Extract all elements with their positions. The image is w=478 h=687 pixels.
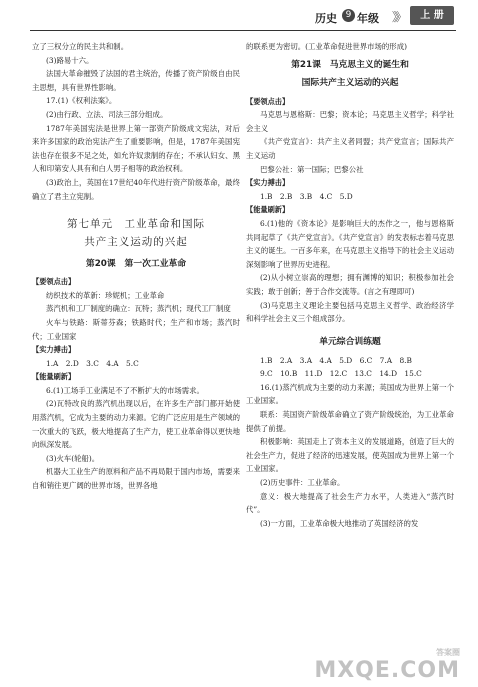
point-item: 纺织技术的革新：珍妮机；工业革命 — [46, 290, 165, 300]
unit-subtitle: 共产主义运动的兴起 — [84, 236, 188, 249]
paragraph: (2)瓦特改良的蒸汽机出现以后，在许多生产部门都开始使用蒸汽机，它成为主要的动力来源。它的广泛应用是生产领域的一次重大的飞跃，极大地提高了生产力，使工业革命得以更快地向纵深发展。 — [32, 399, 240, 450]
review-title: 单元综合训练题 — [319, 336, 381, 347]
paragraph: (3)马克思主义理论主要包括马克思主义哲学、政治经济学和科学社会主义三个组成部分。 — [246, 300, 454, 324]
paragraph: (2)由行政、立法、司法三部分组成。 — [46, 109, 168, 119]
paragraph: 1787年美国宪法是世界上第一部资产阶级成文宪法，对后来许多国家的政治宪法产生了重要影响，但是，1787年美国宪法也存在很多不足之处，如允许奴隶制的存在；不承认妇女、黑人和印第安人具有和白人男子相等的政治权利。 — [32, 123, 240, 174]
lesson-title: 第20课 第一次工业革命 — [85, 259, 187, 270]
section-heading: 【要领点击】 — [246, 96, 290, 106]
paragraph: 法国大革命摧毁了法国的君主统治，传播了资产阶级自由民主思想，具有世界性影响。 — [32, 69, 240, 92]
paragraph: 17.(1)《权利法案》。 — [46, 96, 117, 106]
watermark-main: MXQE.COM — [314, 658, 460, 683]
paragraph: 16.(1)蒸汽机成为主要的动力来源；英国成为世界上第一个工业国家。 — [246, 382, 454, 406]
watermark-sub: 答案圈 — [436, 648, 460, 657]
paragraph: 6.(1)他的《资本论》是影响巨大的杰作之一，他与恩格斯共同起草了《共产党宣言》。《共产党宣言》的发表标志着马克思主义的诞生。一百多年来，在马克思主义指导下的社会主义运动深刻影响了世界历史进程。 — [246, 218, 454, 269]
paragraph: (2)历史事件：工业革命。 — [260, 478, 345, 488]
point-item: 马克思与恩格斯：巴黎；资本论；马克思主义哲学；科学社会主义 — [246, 110, 454, 133]
section-heading: 【能量刷新】 — [246, 205, 290, 215]
paragraph: 联系：英国资产阶级革命确立了资产阶级统治，为工业革命提供了前提。 — [246, 410, 454, 433]
answer-line: 1.A 2.D 3.C 4.A 5.C — [46, 358, 139, 368]
header-rule — [30, 30, 456, 31]
paragraph: 的联系更为密切。(工业革命促进世界市场的形成) — [246, 42, 407, 51]
answer-line: 1.B 2.B 3.B 4.C 5.D — [260, 191, 353, 201]
point-item: 巴黎公社：第一国际；巴黎公社 — [260, 164, 364, 174]
unit-title: 第七单元 工业革命和国际 — [67, 218, 205, 231]
lesson-title: 第21课 马克思主义的诞生和 — [291, 59, 409, 70]
point-item: 《共产党宣言》：共产主义者同盟；共产党宣言；国际共产主义运动 — [246, 137, 454, 160]
paragraph: (2)从小树立崇高的理想；拥有渊博的知识；积极参加社会实践；敢于创新；善于合作交流等。(言之有理即可) — [246, 273, 454, 296]
watermark-logo — [314, 647, 460, 683]
section-heading: 【实力搏击】 — [32, 345, 76, 355]
paragraph: 意义：极大地提高了社会生产力水平，人类进入“蒸汽时代”。 — [246, 491, 454, 515]
point-item: 火车与铁路：斯蒂芬森；铁路时代；生产和市场；蒸汽时代；工业国家 — [32, 317, 240, 341]
lesson-subtitle: 国际共产主义运动的兴起 — [301, 77, 399, 88]
subject-label: 历史 — [315, 12, 337, 25]
answer-line: 1.B 2.A 3.A 4.A 5.D 6.C 7.A 8.B — [260, 355, 412, 365]
grade-word: 年级 — [357, 12, 379, 25]
section-heading: 【要领点击】 — [32, 277, 76, 287]
paragraph: (3)火车(轮船)。 — [46, 453, 100, 463]
volume-badge: 上 册 — [410, 6, 454, 25]
paragraph: 立了三权分立的民主共和制。 — [32, 42, 129, 51]
paragraph: 机器大工业生产的原料和产品不再局限于国内市场，需要来自和销往更广阔的世界市场，世界各地 — [32, 467, 240, 491]
right-column — [246, 40, 454, 530]
left-column — [32, 40, 240, 493]
grade-badge: 9 — [342, 9, 355, 22]
answer-line: 9.C 10.B 11.D 12.C 13.C 14.D 15.C — [260, 369, 422, 379]
paragraph: (3)政治上，英国在17世纪40年代进行资产阶级革命，最终确立了君主立宪制。 — [32, 177, 240, 201]
paragraph: (3)路易十六。 — [46, 55, 94, 65]
paragraph: (3)一方面，工业革命极大地推动了英国经济的发 — [260, 518, 419, 528]
page-header — [0, 0, 478, 34]
section-heading: 【实力搏击】 — [246, 178, 290, 188]
section-heading: 【能量刷新】 — [32, 372, 76, 382]
point-item: 蒸汽机和工厂制度的确立：瓦特；蒸汽机；现代工厂制度 — [46, 304, 231, 314]
paragraph: 6.(1)工场手工业满足不了不断扩大的市场需求。 — [46, 385, 204, 395]
paragraph: 积极影响：英国走上了资本主义的发展道路，创造了巨大的社会生产力，促进了经济的迅速发展，使英国成为世界上第一个工业国家。 — [246, 437, 454, 474]
double-chevron-icon: 》》 — [392, 10, 405, 24]
